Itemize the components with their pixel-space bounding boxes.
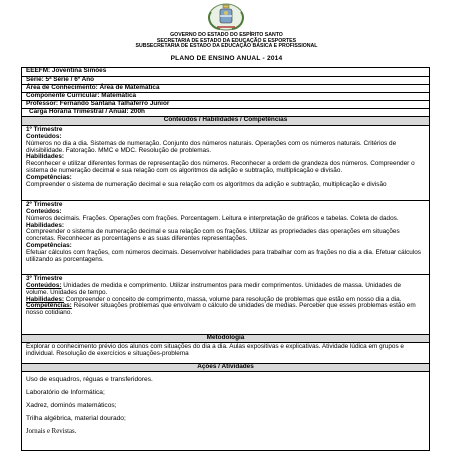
- trimester-3-habilidades: Compreender o conceito de comprimento, massa, volume para resolução de problemas que estão em nosso dia a dia.: [65, 295, 402, 303]
- acao-item: Xadrez, dominós matemáticos;: [26, 401, 117, 409]
- conteudos-label: Conteúdos:: [26, 281, 62, 289]
- state-coat-of-arms-icon: [205, 2, 247, 32]
- trimester-2-conteudos: Números decimais. Frações. Operações com frações. Porcentagem. Leitura e interpretação de gráficos e tabelas. Coleta de dados.: [26, 214, 399, 222]
- trimester-3-competencias: Resolver situações problemas que envolvam o cálculo de unidades de medias. Perceber que esses problemas estão em nosso cotidiano.: [26, 302, 416, 317]
- grade-row: Série: 5ª Série / 6º Ano: [22, 77, 429, 85]
- trimester-1-section: [22, 126, 429, 201]
- metodologia-text: Explorar o conhecimento prévio dos alunos com situações do dia a dia. Aulas expositivas e explicativas. Atividade lúdica em grupos e individual. Resolução de exercícios e situações-problema: [22, 343, 429, 364]
- header-line-government: GOVERNO DO ESTADO DO ESPÍRITO SANTO: [170, 32, 283, 38]
- trimester-1-conteudos: Números no dia a dia. Sistemas de numeração. Conjunto dos números naturais. Operações com os números naturais. Critérios de divisibilidade. Fatoração. MMC e MDC. Resolução de problemas.: [26, 139, 397, 154]
- school-row: EEEFM: Joventina Simões: [22, 68, 429, 77]
- competencias-label: Competências:: [26, 242, 72, 250]
- habilidades-label: Habilidades:: [26, 153, 64, 161]
- trimester-2-section: [22, 201, 429, 275]
- hours-row: Carga Horária Trimestral / Anual: 200h: [22, 109, 429, 117]
- acoes-heading: Ações / Atividades: [22, 364, 429, 372]
- habilidades-label: Habilidades:: [26, 295, 64, 303]
- acoes-list: [22, 372, 429, 441]
- conteudos-label: Conteúdos:: [26, 207, 62, 215]
- trimester-3-conteudos: Unidades de medida e comprimento. Utilizar instrumentos para medir comprimentos. Unidades de massa. Unidades de volume. Unidades de tempo.: [26, 281, 402, 296]
- component-row: Componente Curricular: Matemática: [22, 93, 429, 101]
- trimester-1-title: 1º Trimestre: [26, 126, 63, 133]
- acao-item: Laboratório de Informática;: [26, 388, 105, 396]
- acao-item: Trilha algébrica, material dourado;: [26, 414, 126, 422]
- metodologia-heading: Metodologia: [22, 335, 429, 343]
- plan-title: PLANO DE ENSINO ANUAL - 2014: [170, 55, 283, 62]
- trimester-2-competencias: Efetuar cálculos com frações, com números decimais. Desenvolver habilidades para trabalhar com as frações no dia a dia. Efetuar cálculos utilizando as porcentagens.: [26, 248, 421, 263]
- trimester-3-section: [22, 275, 429, 335]
- trimester-2-habilidades: Compreender o sistema de numeração decimal e sua relação com os frações. Utilizar as propriedades das operações em situações concretas. Reconhecer as porcentagens e as suas diferentes representações.: [26, 228, 400, 243]
- document-header: [0, 0, 453, 66]
- trimester-1-competencias: Compreender o sistema de numeração decimal e sua relação com os algoritmos da adição e subtração, multiplicação e divisão: [26, 180, 387, 188]
- trimester-1-habilidades: Reconhecer e utilizar diferentes formas de representação dos números. Reconhecer a ordem de grandeza dos números. Compreender o sistema de numeração decimal e sua relação com os algoritmos da adição e subtração, multiplicação e divisão.: [26, 160, 415, 175]
- competencias-heading: Conteúdos / Habilidades / Competências: [22, 117, 429, 126]
- header-line-subsecretariat: SUBSECRETARIA DE ESTADO DA EDUCAÇÃO BÁSICA E PROFISSIONAL: [135, 43, 318, 50]
- plan-table: [21, 67, 430, 451]
- competencias-label: Competências:: [26, 302, 72, 310]
- trimester-3-title: 3º Trimestre: [26, 275, 63, 282]
- teacher-row: Professor: Fernando Santana Talhaferro Junior: [22, 101, 429, 109]
- acao-item: Jornais e Revistas.: [26, 427, 77, 435]
- trimester-2-title: 2º Trimestre: [26, 201, 63, 208]
- header-line-secretariat: SECRETARIA DE ESTADO DA EDUCAÇÃO E ESPORTES: [156, 37, 297, 44]
- habilidades-label: Habilidades:: [26, 221, 64, 229]
- conteudos-label: Conteúdos:: [26, 132, 62, 140]
- area-row: Área de Conhecimento: Área de Matemática: [22, 85, 429, 93]
- acao-item: Uso de esquadros, réguas e transferidores.: [26, 376, 153, 383]
- competencias-label: Competências:: [26, 173, 72, 181]
